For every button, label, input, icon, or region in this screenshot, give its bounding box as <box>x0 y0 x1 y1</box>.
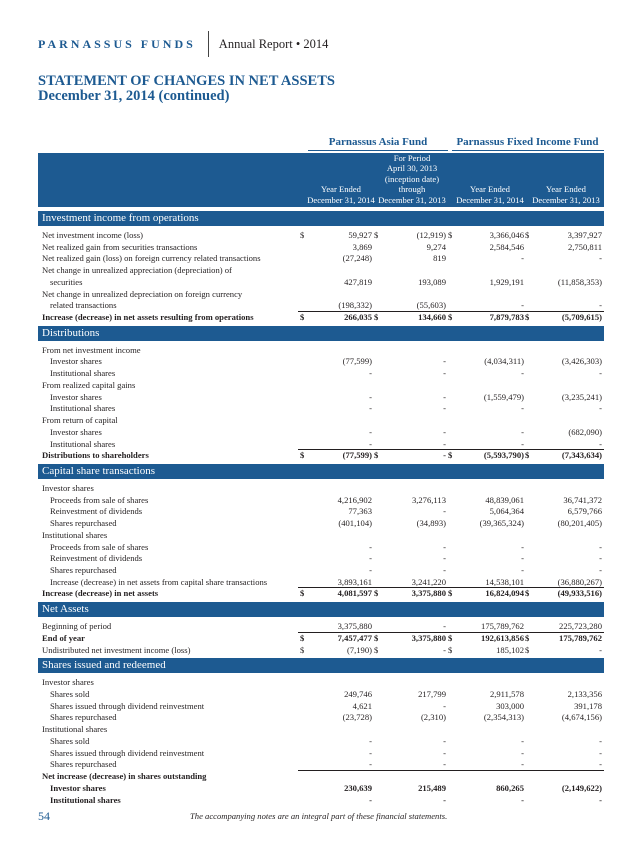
cell-value: 3,893,161 <box>337 576 372 587</box>
cell-value: 4,216,902 <box>337 494 372 505</box>
section-title: Capital share transactions <box>42 464 156 477</box>
column-header <box>526 184 606 205</box>
cell-value: - <box>599 794 602 805</box>
cell-value: 16,824,094 <box>485 588 524 599</box>
row-label: Net increase (decrease) in shares outstanding <box>42 771 207 782</box>
statement-title-line1: STATEMENT OF CHANGES IN NET ASSETS <box>38 73 335 89</box>
cell-value: - <box>599 300 602 311</box>
cell-value: - <box>521 759 524 770</box>
cell-value: - <box>443 759 446 770</box>
dollar-sign: $ <box>300 644 305 655</box>
dollar-sign: $ <box>525 588 530 599</box>
cell-value: (2,149,622) <box>561 782 602 793</box>
cell-value: (2,354,313) <box>483 712 524 723</box>
row-label: Shares sold <box>50 735 90 746</box>
cell-value: 175,789,762 <box>559 632 602 643</box>
statement-title-line2: December 31, 2014 (continued) <box>38 88 230 104</box>
section-header <box>38 658 604 673</box>
cell-value: - <box>521 368 524 379</box>
row-label: Proceeds from sale of shares <box>50 541 149 552</box>
cell-value: 7,879,783 <box>489 312 524 323</box>
cell-value: - <box>521 403 524 414</box>
column-header-line: December 31, 2014 <box>456 194 524 205</box>
fund-underline-asia <box>308 150 448 151</box>
cell-value: 3,397,927 <box>567 230 602 240</box>
row-label: Shares issued through dividend reinvestment <box>50 747 205 758</box>
cell-value: 59,927 <box>348 230 372 240</box>
row-label: Shares repurchased <box>50 759 117 770</box>
dollar-sign: $ <box>525 312 530 323</box>
row-label: Investor shares <box>50 391 102 402</box>
cell-value: - <box>443 553 446 564</box>
cell-value: - <box>599 644 602 655</box>
row-label: Beginning of period <box>42 621 112 632</box>
row-label: Institutional shares <box>50 368 116 379</box>
dollar-sign: $ <box>374 632 379 643</box>
row-label: Reinvestment of dividends <box>50 553 143 564</box>
cell-value: - <box>443 391 446 402</box>
cell-value: - <box>521 565 524 575</box>
section-header <box>38 211 604 226</box>
row-label: Institutional shares <box>50 403 116 414</box>
row-label: Shares issued through dividend reinvestment <box>50 700 205 711</box>
cell-value: 391,178 <box>574 700 602 711</box>
cell-value: - <box>599 735 602 746</box>
cell-value: - <box>443 644 446 655</box>
column-header-line: (inception date) <box>384 173 440 184</box>
cell-value: - <box>443 356 446 367</box>
cell-value: (1,559,479) <box>483 391 524 402</box>
fund-header-asia: Parnassus Asia Fund <box>328 136 428 148</box>
subtotal-rule <box>372 770 448 771</box>
column-header-line: Year Ended <box>321 184 361 194</box>
cell-value: - <box>443 368 446 379</box>
cell-value: (7,343,634) <box>561 450 602 461</box>
page-header <box>38 33 328 55</box>
cell-value: (682,090) <box>568 426 602 437</box>
fund-header-fixed-income: Parnassus Fixed Income Fund <box>456 136 599 148</box>
cell-value: - <box>521 426 524 437</box>
cell-value: 303,000 <box>496 700 524 711</box>
cell-value: - <box>521 735 524 746</box>
column-header-line: For Period <box>393 152 431 163</box>
row-label: Investor shares <box>42 482 94 493</box>
dollar-sign: $ <box>448 632 453 643</box>
cell-value: 249,746 <box>344 689 372 700</box>
cell-value: - <box>521 253 524 264</box>
cell-value: 77,363 <box>348 506 372 517</box>
cell-value: - <box>369 565 372 575</box>
cell-value: - <box>521 541 524 552</box>
subtotal-rule <box>446 770 526 771</box>
row-label: Institutional shares <box>42 529 108 540</box>
cell-value: - <box>521 300 524 311</box>
subtotal-rule <box>298 770 374 771</box>
cell-value: - <box>443 735 446 746</box>
row-label-continued: related transactions <box>50 300 117 311</box>
dollar-sign: $ <box>374 588 379 599</box>
cell-value: (77,599) <box>342 450 372 461</box>
cell-value: - <box>443 450 446 461</box>
cell-value: (4,674,156) <box>561 712 602 723</box>
cell-value: - <box>599 541 602 552</box>
section-header <box>38 464 604 479</box>
header-divider <box>208 31 209 57</box>
cell-value: - <box>443 541 446 552</box>
cell-value: - <box>443 565 446 575</box>
cell-value: - <box>521 747 524 758</box>
cell-value: - <box>599 368 602 379</box>
row-label: From return of capital <box>42 415 118 426</box>
column-header-line: December 31, 2013 <box>532 194 600 205</box>
column-header-line: April 30, 2013 <box>386 163 438 173</box>
cell-value: - <box>599 403 602 414</box>
statement-title <box>38 74 335 104</box>
cell-value: 6,579,766 <box>567 506 602 517</box>
cell-value: (27,248) <box>342 253 372 264</box>
dollar-sign: $ <box>448 644 453 655</box>
cell-value: - <box>599 553 602 564</box>
column-header-line: December 31, 2013 <box>378 194 446 205</box>
cell-value: 7,457,477 <box>337 632 372 643</box>
cell-value: 819 <box>433 253 446 264</box>
cell-value: 266,035 <box>344 312 372 323</box>
cell-value: 3,375,880 <box>411 588 446 599</box>
column-header-line: Year Ended <box>470 184 510 194</box>
cell-value: - <box>599 759 602 770</box>
cell-value: 3,375,880 <box>411 632 446 643</box>
column-header-line: Year Ended <box>546 184 586 194</box>
cell-value: - <box>369 794 372 805</box>
dollar-sign: $ <box>525 644 530 655</box>
row-label: Proceeds from sale of shares <box>50 494 149 505</box>
cell-value: 2,584,546 <box>489 241 524 252</box>
cell-value: - <box>599 747 602 758</box>
section-header <box>38 602 604 617</box>
cell-value: 193,089 <box>418 276 446 287</box>
section-title: Investment income from operations <box>42 212 199 224</box>
cell-value: 48,839,061 <box>485 494 524 505</box>
cell-value: (12,919) <box>416 230 446 240</box>
row-label: Increase (decrease) in net assets <box>42 588 159 599</box>
dollar-sign: $ <box>374 312 379 323</box>
row-label: Increase (decrease) in net assets from capital share transactions <box>50 576 268 587</box>
report-title: Annual Report • 2014 <box>218 36 329 51</box>
cell-value: (11,858,353) <box>557 276 602 287</box>
cell-value: - <box>443 426 446 437</box>
dollar-sign: $ <box>300 230 305 240</box>
cell-value: 134,660 <box>418 312 446 323</box>
cell-value: (5,709,615) <box>561 312 602 323</box>
cell-value: (23,728) <box>342 712 372 723</box>
row-label: Shares repurchased <box>50 712 117 723</box>
cell-value: (401,104) <box>338 518 372 529</box>
dollar-sign: $ <box>300 312 305 323</box>
row-label: Institutional shares <box>42 724 108 735</box>
cell-value: 9,274 <box>426 241 446 252</box>
cell-value: (36,880,267) <box>557 576 602 587</box>
column-header-line: through <box>398 184 426 194</box>
dollar-sign: $ <box>374 644 379 655</box>
row-label: Increase (decrease) in net assets resulting from operations <box>42 312 254 323</box>
cell-value: - <box>369 541 372 552</box>
cell-value: - <box>599 253 602 264</box>
row-label: Institutional shares <box>50 438 116 449</box>
cell-value: 217,799 <box>418 689 446 700</box>
section-title: Net Assets <box>42 603 89 616</box>
cell-value: 175,789,762 <box>481 621 524 632</box>
row-label: Shares repurchased <box>50 565 117 575</box>
row-label: Net change in unrealized appreciation (depreciation) of <box>42 265 232 276</box>
row-label: Distributions to shareholders <box>42 450 149 461</box>
cell-value: 3,366,046 <box>489 230 524 240</box>
cell-value: - <box>443 438 446 449</box>
cell-value: 427,819 <box>344 276 372 287</box>
cell-value: (3,426,303) <box>561 356 602 367</box>
cell-value: - <box>369 553 372 564</box>
cell-value: (39,365,324) <box>479 518 524 529</box>
cell-value: 215,489 <box>418 782 446 793</box>
column-header-line: December 31, 2014 <box>307 194 375 205</box>
cell-value: - <box>443 621 446 632</box>
cell-value: 2,133,356 <box>567 689 602 700</box>
cell-value: 3,375,880 <box>337 621 372 632</box>
cell-value: - <box>521 553 524 564</box>
cell-value: - <box>369 426 372 437</box>
cell-value: 14,538,101 <box>485 576 524 587</box>
cell-value: - <box>369 368 372 379</box>
row-label: Net investment income (loss) <box>42 230 143 240</box>
cell-value: - <box>443 403 446 414</box>
cell-value: - <box>443 700 446 711</box>
section-title: Distributions <box>42 326 100 339</box>
footnote: The accompanying notes are an integral part of these financial statements. <box>190 811 448 821</box>
cell-value: (3,235,241) <box>561 391 602 402</box>
row-label: Institutional shares <box>50 794 121 805</box>
cell-value: - <box>599 565 602 575</box>
row-label: Undistributed net investment income (loss) <box>42 644 191 655</box>
row-label: Shares sold <box>50 689 90 700</box>
row-label: Investor shares <box>50 426 102 437</box>
row-label: From net investment income <box>42 344 141 355</box>
cell-value: - <box>521 794 524 805</box>
page-number: 54 <box>38 809 50 823</box>
cell-value: - <box>369 759 372 770</box>
dollar-sign: $ <box>448 588 453 599</box>
row-label: From realized capital gains <box>42 379 136 390</box>
fund-underline-fixed-income <box>452 150 604 151</box>
section-header <box>38 326 604 341</box>
cell-value: (7,190) <box>346 644 372 655</box>
cell-value: (49,933,516) <box>557 588 602 599</box>
cell-value: - <box>369 747 372 758</box>
dollar-sign: $ <box>525 632 530 643</box>
subtotal-rule <box>523 770 604 771</box>
dollar-sign: $ <box>525 450 530 461</box>
column-header <box>301 184 381 205</box>
cell-value: 36,741,372 <box>563 494 602 505</box>
row-label: Investor shares <box>50 356 102 367</box>
cell-value: - <box>369 735 372 746</box>
cell-value: (2,310) <box>420 712 446 723</box>
cell-value: 3,241,220 <box>411 576 446 587</box>
cell-value: 4,081,597 <box>337 588 372 599</box>
row-label: End of year <box>42 632 85 643</box>
cell-value: 860,265 <box>496 782 524 793</box>
cell-value: - <box>521 438 524 449</box>
cell-value: (77,599) <box>342 356 372 367</box>
cell-value: - <box>369 403 372 414</box>
row-label: Investor shares <box>42 677 94 688</box>
cell-value: (198,332) <box>338 300 372 311</box>
cell-value: (5,593,790) <box>483 450 524 461</box>
cell-value: - <box>369 438 372 449</box>
cell-value: 3,869 <box>352 241 372 252</box>
cell-value: 3,276,113 <box>411 494 446 505</box>
subtotal-rule <box>372 449 448 450</box>
section-title: Shares issued and redeemed <box>42 659 166 672</box>
cell-value: 4,621 <box>352 700 372 711</box>
cell-value: 192,613,856 <box>481 632 524 643</box>
dollar-sign: $ <box>525 230 530 240</box>
cell-value: - <box>599 438 602 449</box>
cell-value: 1,929,191 <box>489 276 524 287</box>
cell-value: (34,893) <box>416 518 446 529</box>
cell-value: 225,723,280 <box>559 621 602 632</box>
dollar-sign: $ <box>448 312 453 323</box>
cell-value: - <box>369 391 372 402</box>
row-label: Net change in unrealized depreciation on foreign currency <box>42 288 243 299</box>
row-label: Net realized gain (loss) on foreign currency related transactions <box>42 253 261 264</box>
dollar-sign: $ <box>374 450 379 461</box>
column-header <box>372 153 452 206</box>
row-label-continued: securities <box>50 276 83 287</box>
dollar-sign: $ <box>448 450 453 461</box>
dollar-sign: $ <box>448 230 453 240</box>
dollar-sign: $ <box>300 588 305 599</box>
column-header <box>450 184 530 205</box>
cell-value: 5,064,364 <box>489 506 524 517</box>
cell-value: 185,102 <box>496 644 524 655</box>
dollar-sign: $ <box>300 632 305 643</box>
row-label: Net realized gain from securities transactions <box>42 241 198 252</box>
cell-value: (55,603) <box>416 300 446 311</box>
cell-value: 2,911,578 <box>489 689 524 700</box>
column-header-band <box>38 153 604 207</box>
cell-value: (4,034,311) <box>484 356 524 367</box>
row-label: Reinvestment of dividends <box>50 506 143 517</box>
row-label: Shares repurchased <box>50 518 117 529</box>
cell-value: (80,201,405) <box>557 518 602 529</box>
cell-value: 2,750,811 <box>567 241 602 252</box>
cell-value: 230,639 <box>344 782 372 793</box>
cell-value: - <box>443 794 446 805</box>
cell-value: - <box>443 506 446 517</box>
brand-name: PARNASSUS FUNDS <box>38 36 196 51</box>
row-label: Investor shares <box>50 782 106 793</box>
dollar-sign: $ <box>374 230 379 240</box>
cell-value: - <box>443 747 446 758</box>
dollar-sign: $ <box>300 450 305 461</box>
